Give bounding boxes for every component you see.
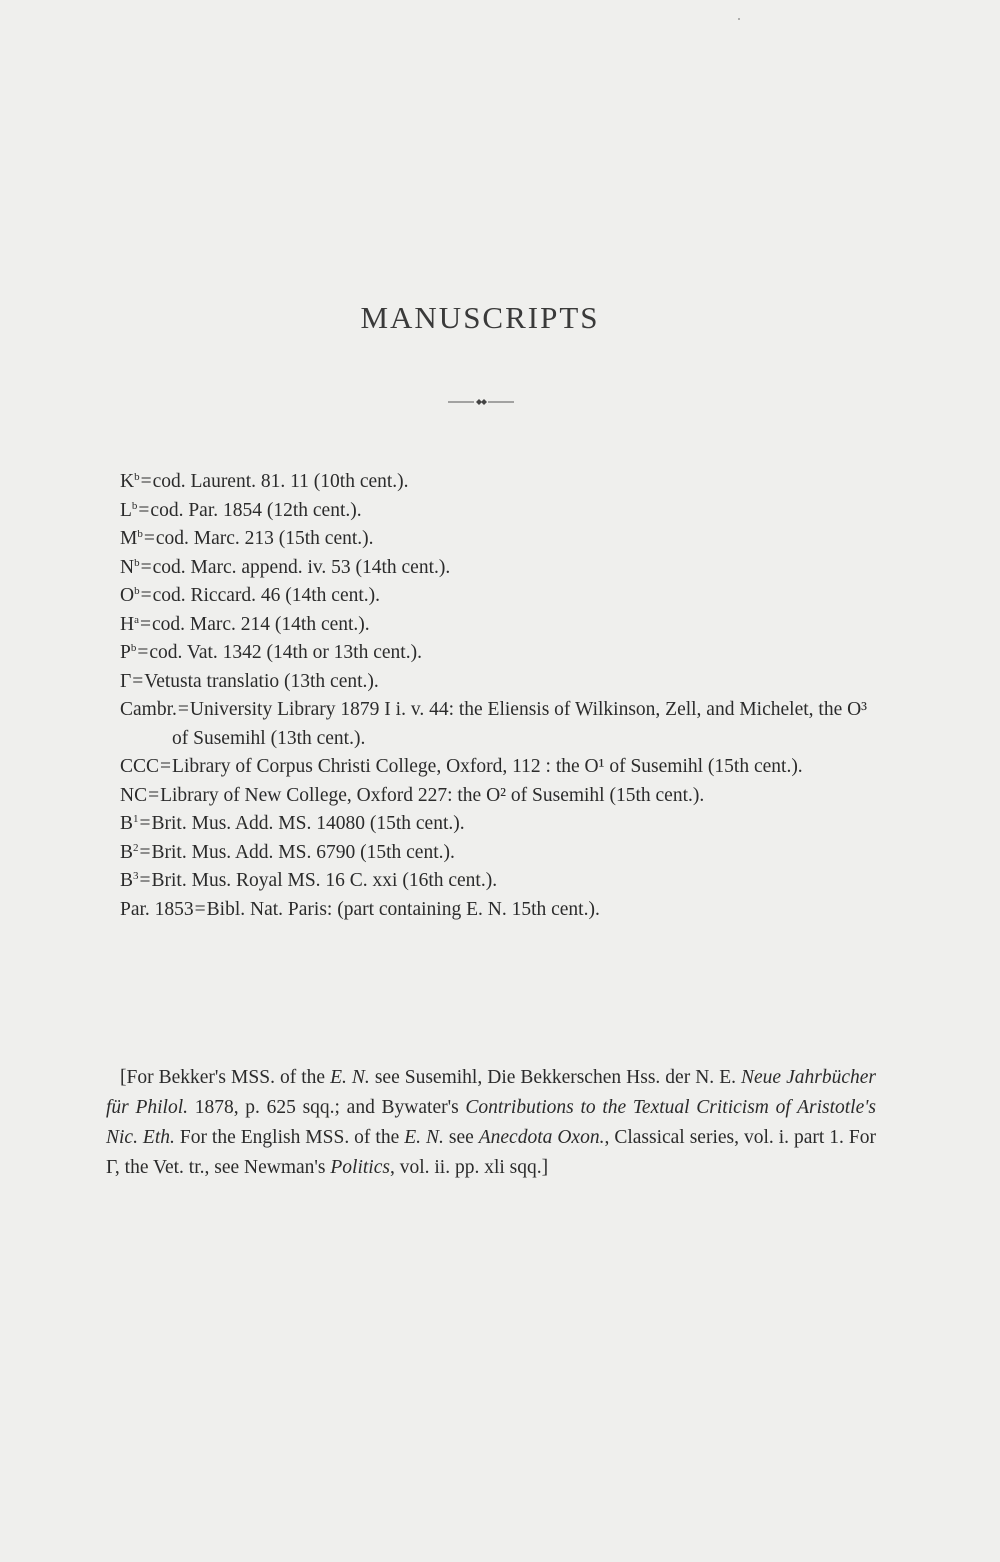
manuscript-description: cod. Marc. 214 (14th cent.). bbox=[151, 613, 370, 635]
siglum-letter: B bbox=[120, 813, 134, 834]
manuscript-description: cod. Marc. 213 (15th cent.). bbox=[155, 528, 374, 549]
manuscript-entry bbox=[120, 782, 880, 811]
siglum-letter: Cambr. bbox=[120, 699, 177, 720]
siglum-letter: B bbox=[120, 870, 134, 891]
siglum-letter: P bbox=[120, 642, 131, 663]
note-text: , Classical series, vol. i. part 1. For Γ, the Vet. tr., see Newman's bbox=[106, 1127, 876, 1178]
note-italic: E. N. bbox=[330, 1067, 370, 1088]
equals-sign: = bbox=[148, 784, 160, 806]
note-italic: Contributions to the Textual Criticism of Aristotle's Nic. Eth. bbox=[106, 1097, 877, 1148]
note-text: see Susemihl, Die Bekkerschen Hss. der N. E. bbox=[369, 1067, 742, 1088]
equals-sign: = bbox=[143, 528, 155, 549]
manuscript-description: Bibl. Nat. Paris: (part containing E. N. 15th cent.). bbox=[206, 898, 600, 920]
note-text: [For Bekker's MSS. of the bbox=[120, 1067, 331, 1088]
manuscript-entry bbox=[120, 554, 880, 583]
equals-sign: = bbox=[140, 556, 152, 578]
manuscript-siglum bbox=[120, 557, 140, 578]
siglum-superscript: 2 bbox=[133, 841, 139, 854]
manuscript-description: cod. Riccard. 46 (14th cent.). bbox=[152, 585, 381, 606]
manuscript-description: University Library 1879 I i. v. 44: the Eliensis of Wilkinson, Zell, and Michelet, the O³ of Susemihl (13th cent.). bbox=[172, 699, 868, 749]
manuscript-entry bbox=[120, 839, 880, 868]
siglum-letter: CCC bbox=[120, 756, 160, 777]
equals-sign: = bbox=[138, 499, 150, 521]
siglum-superscript: a bbox=[134, 613, 139, 626]
manuscript-description: Brit. Mus. Royal MS. 16 C. xxi (16th cent.). bbox=[151, 870, 498, 891]
manuscript-entry bbox=[120, 810, 880, 839]
manuscript-entry bbox=[120, 468, 880, 497]
note-text: 1878, p. 625 sqq.; and Bywater's bbox=[188, 1097, 466, 1118]
equals-sign: = bbox=[137, 642, 149, 663]
equals-sign: = bbox=[177, 699, 189, 720]
page-title: MANUSCRIPTS bbox=[360, 300, 600, 335]
manuscript-siglum bbox=[120, 756, 159, 777]
equals-sign: = bbox=[140, 471, 152, 492]
manuscript-description: Brit. Mus. Add. MS. 14080 (15th cent.). bbox=[151, 813, 465, 834]
manuscript-entry bbox=[120, 582, 880, 611]
siglum-letter: L bbox=[120, 499, 132, 521]
note-text: see bbox=[443, 1127, 479, 1148]
manuscript-siglum bbox=[120, 500, 137, 521]
siglum-letter: NC bbox=[120, 784, 148, 806]
note-text: For the English MSS. of the bbox=[174, 1127, 405, 1148]
manuscript-entry bbox=[120, 896, 880, 925]
siglum-letter: H bbox=[120, 613, 135, 635]
manuscript-entry bbox=[120, 696, 880, 753]
manuscript-siglum bbox=[120, 614, 139, 635]
equals-sign: = bbox=[132, 670, 144, 692]
manuscript-entry bbox=[120, 867, 880, 896]
siglum-superscript: b bbox=[131, 499, 138, 512]
siglum-superscript: b bbox=[134, 585, 140, 597]
note-paragraph bbox=[106, 1063, 876, 1183]
manuscript-description: cod. Vat. 1342 (14th or 13th cent.). bbox=[149, 642, 422, 663]
equals-sign: = bbox=[139, 841, 151, 863]
manuscript-siglum bbox=[120, 785, 147, 806]
manuscript-siglum bbox=[120, 642, 136, 663]
page-speck bbox=[738, 18, 740, 20]
manuscript-siglum bbox=[120, 813, 139, 834]
manuscript-entry bbox=[120, 611, 880, 640]
manuscript-description: cod. Marc. append. iv. 53 (14th cent.). bbox=[152, 556, 451, 578]
siglum-superscript: b bbox=[134, 471, 140, 483]
manuscript-siglum bbox=[120, 870, 139, 891]
manuscript-description: Library of New College, Oxford 227: the O² of Susemihl (15th cent.). bbox=[160, 784, 705, 806]
note-italic: Anecdota Oxon. bbox=[478, 1127, 605, 1148]
siglum-superscript: b bbox=[130, 642, 137, 654]
siglum-letter: N bbox=[120, 556, 135, 578]
equals-sign: = bbox=[194, 898, 206, 920]
manuscript-list bbox=[120, 468, 880, 924]
note-italic: Politics bbox=[330, 1157, 390, 1178]
equals-sign: = bbox=[160, 756, 172, 777]
manuscript-siglum bbox=[120, 671, 131, 692]
siglum-letter: Γ bbox=[120, 670, 132, 692]
siglum-letter: B bbox=[120, 841, 134, 863]
siglum-superscript: 1 bbox=[133, 813, 139, 825]
siglum-letter: O bbox=[120, 585, 135, 606]
manuscript-siglum bbox=[120, 528, 143, 549]
siglum-superscript: 3 bbox=[133, 870, 139, 882]
manuscript-entry bbox=[120, 753, 880, 782]
manuscript-entry bbox=[120, 497, 880, 526]
manuscript-siglum bbox=[120, 899, 194, 920]
equals-sign: = bbox=[139, 813, 151, 834]
siglum-superscript: b bbox=[137, 528, 143, 540]
manuscript-siglum bbox=[120, 585, 140, 606]
manuscript-description: cod. Par. 1854 (12th cent.). bbox=[150, 499, 362, 521]
manuscript-description: cod. Laurent. 81. 11 (10th cent.). bbox=[152, 471, 409, 492]
siglum-superscript: b bbox=[134, 556, 140, 569]
equals-sign: = bbox=[139, 870, 151, 891]
manuscript-siglum bbox=[120, 699, 177, 720]
manuscript-entry bbox=[120, 668, 880, 697]
equals-sign: = bbox=[140, 585, 152, 606]
manuscript-description: Brit. Mus. Add. MS. 6790 (15th cent.). bbox=[151, 841, 455, 863]
siglum-letter: Par. 1853 bbox=[120, 898, 194, 920]
note-italic: E. N. bbox=[404, 1127, 444, 1148]
siglum-letter: K bbox=[120, 471, 135, 492]
manuscript-description: Vetusta translatio (13th cent.). bbox=[144, 670, 379, 692]
note-text: , vol. ii. pp. xli sqq.] bbox=[389, 1157, 549, 1178]
manuscript-entry bbox=[120, 525, 880, 554]
note-italic: Neue Jahrbücher für Philol. bbox=[106, 1067, 876, 1118]
siglum-letter: M bbox=[120, 528, 138, 549]
manuscript-siglum bbox=[120, 842, 139, 863]
manuscript-siglum bbox=[120, 471, 140, 492]
ornament-divider bbox=[448, 395, 514, 409]
manuscript-entry bbox=[120, 639, 880, 668]
manuscript-description: Library of Corpus Christi College, Oxford, 112 : the O¹ of Susemihl (15th cent.). bbox=[172, 756, 803, 777]
bibliographic-note bbox=[106, 1063, 876, 1183]
equals-sign: = bbox=[139, 613, 151, 635]
